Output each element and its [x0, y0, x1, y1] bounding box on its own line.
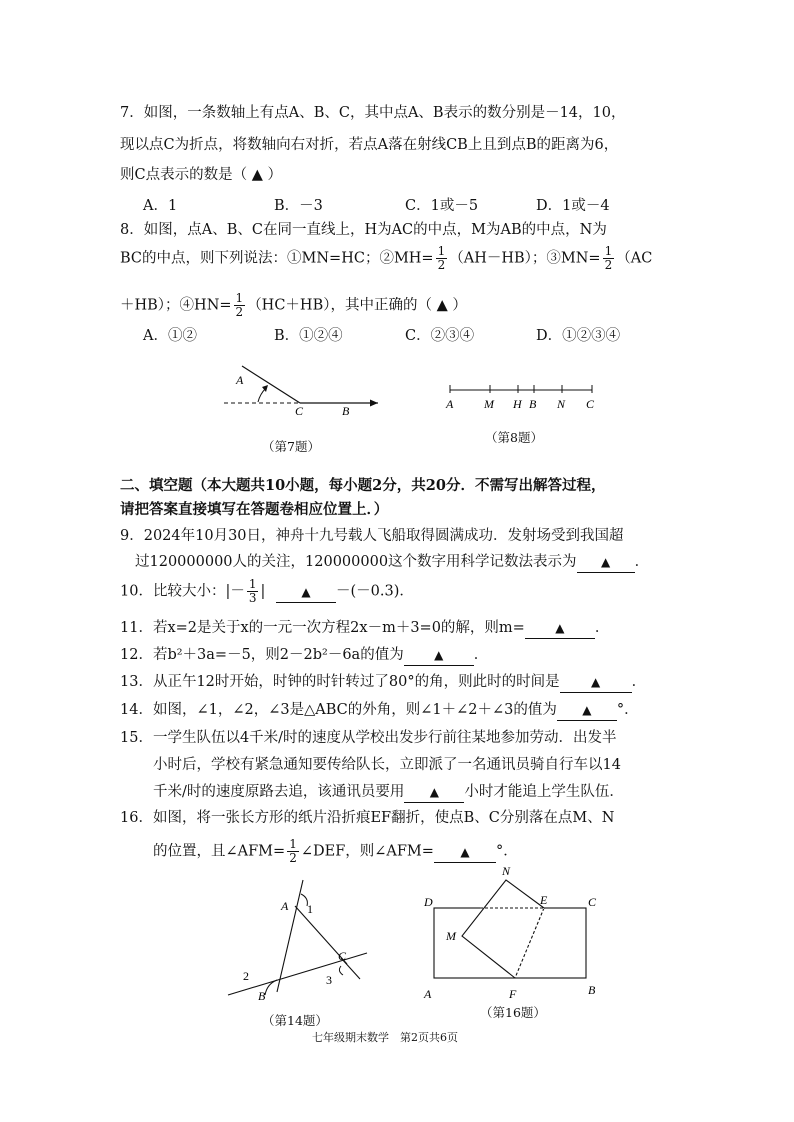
- answer-blank: ▲: [525, 618, 595, 639]
- fig14-label-b: B: [258, 989, 266, 1003]
- q13-line: 13．从正午12时开始，时钟的时针转过了80°的角，则此时的时间是 ▲ ．: [120, 672, 646, 693]
- q7-option-a: A．1: [143, 198, 178, 214]
- fraction-third: $\frac{1}{3}$: [248, 577, 257, 605]
- q15-line2: 小时后，学校有紧急通知要传给队长，立即派了一名通讯员骑自行车以14: [153, 757, 621, 773]
- figure-16: [420, 860, 610, 1005]
- q16-line2: 的位置，且∠AFM= $\frac{1}{2}$ ∠DEF，则∠AFM= ▲ °．: [153, 837, 518, 865]
- fig16-label-b: B: [588, 983, 596, 997]
- fig8-caption: （第8题）: [485, 430, 543, 445]
- q8-option-a: A．①②: [143, 328, 197, 344]
- q11-line: 11．若x=2是关于x的一元一次方程2x－m＋3=0的解，则m= ▲ ．: [120, 618, 609, 639]
- fig8-label-m: M: [484, 397, 494, 411]
- fig8-label-a: A: [446, 397, 454, 411]
- fig14-label-a: A: [281, 899, 289, 913]
- fig7-caption: （第7题）: [262, 439, 320, 454]
- q14-line: 14．如图，∠1，∠2，∠3是△ABC的外角，则∠1＋∠2＋∠3的值为 ▲ °．: [120, 700, 639, 721]
- q9-line1: 9．2024年10月30日，神舟十九号载人飞船取得圆满成功．发射场受到我国超: [120, 528, 624, 544]
- q9-line2: 过120000000人的关注，120000000这个数字用科学记数法表示为 ▲ ．: [135, 552, 649, 573]
- fig8-label-h: H: [513, 397, 522, 411]
- fraction-half: $\frac{1}{2}$: [235, 291, 244, 319]
- section-2-heading-line1: 二、填空题（本大题共10小题，每小题2分，共20分．不需写出解答过程，: [120, 477, 606, 494]
- fig16-label-f: F: [509, 987, 517, 1001]
- fig16-label-m: M: [446, 929, 456, 943]
- fraction-half: $\frac{1}{2}$: [289, 837, 297, 865]
- fraction-half: $\frac{1}{2}$: [437, 244, 446, 272]
- q8-line2: BC的中点，则下列说法：①MN=HC；②MH= $\frac{1}{2}$ （AH－HB）；③MN= $\frac{1}{2}$ （AC: [120, 244, 653, 272]
- q8-line3: ＋HB）；④HN= $\frac{1}{2}$ （HC＋HB），其中正确的（ ▲ ）: [120, 291, 467, 319]
- answer-blank: ▲: [577, 552, 635, 573]
- answer-blank: ▲: [276, 582, 336, 603]
- fraction-half: $\frac{1}{2}$: [604, 244, 613, 272]
- fig8-label-c: C: [586, 397, 595, 411]
- q7-line1: 7．如图，一条数轴上有点A、B、C，其中点A、B表示的数分别是－14，10，: [120, 105, 626, 121]
- figure-14: [225, 880, 375, 1005]
- q7-option-d: D．1或－4: [536, 198, 610, 214]
- fig7-label-c: C: [295, 404, 304, 418]
- figure-8: [440, 380, 610, 420]
- q15-line3: 千米/时的速度原路去追，该通讯员要用 ▲ 小时才能追上学生队伍．: [153, 782, 624, 803]
- fig16-label-a: A: [424, 987, 432, 1001]
- q15-line1: 15．一学生队伍以4千米/时的速度从学校出发步行前往某地参加劳动．出发半: [120, 730, 617, 746]
- fig14-label-3: 3: [326, 973, 332, 987]
- q7-line2: 现以点C为折点，将数轴向右对折，若点A落在射线CB上且到点B的距离为6，: [120, 137, 619, 153]
- fig14-label-2: 2: [243, 969, 249, 983]
- fig14-caption: （第14题）: [262, 1013, 328, 1028]
- answer-blank: ▲: [404, 645, 474, 666]
- fig8-label-n: N: [557, 397, 566, 411]
- answer-blank: ▲: [404, 782, 464, 803]
- fig16-label-e: E: [540, 893, 548, 907]
- q7-option-c: C．1或－5: [405, 198, 479, 214]
- fig7-label-a: A: [236, 373, 244, 387]
- figure-7: [220, 360, 390, 420]
- q7-line3: 则C点表示的数是（ ▲ ）: [120, 167, 282, 183]
- page-footer: 七年级期末数学 第2页共6页: [312, 1031, 458, 1044]
- answer-blank: ▲: [557, 700, 617, 721]
- fig16-label-n: N: [502, 864, 511, 878]
- fig16-label-c: C: [588, 895, 597, 909]
- q8-option-d: D．①②③④: [536, 328, 621, 344]
- q8-option-b: B．①②④: [274, 328, 343, 344]
- answer-blank: ▲: [434, 842, 496, 863]
- fig14-label-1: 1: [307, 902, 313, 916]
- fig16-caption: （第16题）: [480, 1005, 546, 1020]
- q8-line1: 8．如图，点A、B、C在同一直线上，H为AC的中点，M为AB的中点，N为: [120, 222, 607, 238]
- q16-line1: 16．如图，将一张长方形的纸片沿折痕EF翻折，使点B、C分别落在点M、N: [120, 810, 615, 826]
- q8-option-c: C．②③④: [405, 328, 475, 344]
- section-2-heading-line2: 请把答案直接填写在答题卷相应位置上．）: [120, 501, 389, 518]
- fig8-label-b: B: [529, 397, 537, 411]
- q12-line: 12．若b²＋3a=－5，则2－2b²－6a的值为 ▲ ．: [120, 645, 488, 666]
- answer-blank: ▲: [560, 672, 632, 693]
- q7-option-b: B．－3: [274, 198, 323, 214]
- fig14-label-c: C: [338, 949, 347, 963]
- fig16-label-d: D: [424, 895, 433, 909]
- q10-line: 10．比较大小：|－ $\frac{1}{3}$ | ▲ －(－0.3)．: [120, 577, 414, 605]
- fig7-label-b: B: [342, 404, 350, 418]
